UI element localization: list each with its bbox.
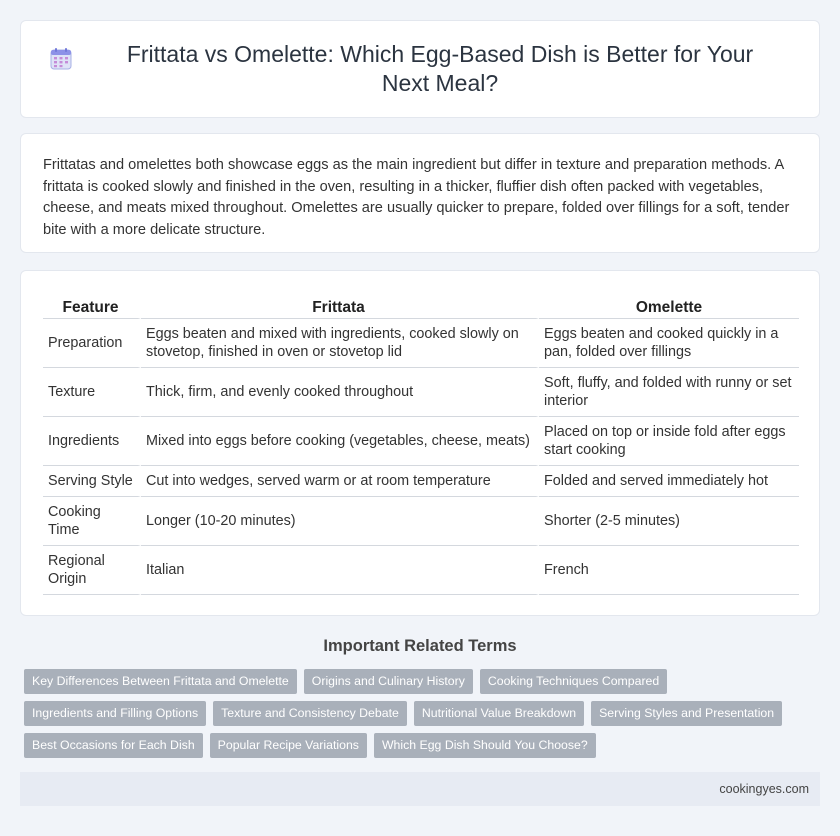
comparison-table-card [20, 270, 820, 616]
related-terms-title: Important Related Terms [323, 637, 517, 655]
omelette-cell: Placed on top or inside fold after eggs start cooking [539, 417, 799, 466]
omelette-cell: Eggs beaten and cooked quickly in a pan, folded over fillings [539, 319, 799, 368]
related-terms-tags [24, 669, 804, 765]
feature-cell: Ingredients [43, 417, 141, 466]
header-frittata: Frittata [141, 297, 539, 319]
frittata-cell: Longer (10-20 minutes) [141, 497, 539, 546]
comparison-table [43, 297, 799, 595]
tag-row [24, 669, 804, 694]
omelette-cell: Soft, fluffy, and folded with runny or set interior [539, 368, 799, 417]
table-row [43, 417, 799, 466]
title-row [21, 21, 819, 117]
header-card [20, 20, 820, 118]
header-feature: Feature [43, 297, 141, 319]
intro-card [20, 133, 820, 253]
frittata-cell: Thick, firm, and evenly cooked throughout [141, 368, 539, 417]
intro-paragraph: Frittatas and omelettes both showcase eggs as the main ingredient but differ in texture and preparation methods. A frittata is cooked slowly and finished in the oven, resulting in a thicker, fluffier dish often packed with vegetables, cheese, and meats mixed throughout. Omelettes are usually quicker to prepare, folded over fillings for a soft, tender bite with a more delicate structure. [43, 157, 790, 238]
omelette-cell: French [539, 546, 799, 595]
feature-cell: Serving Style [43, 466, 141, 497]
table-row [43, 497, 799, 546]
tag-which-dish[interactable]: Which Egg Dish Should You Choose? [374, 733, 596, 758]
tag-row [24, 733, 804, 758]
feature-cell: Regional Origin [43, 546, 141, 595]
tag-key-differences[interactable]: Key Differences Between Frittata and Omelette [24, 669, 297, 694]
page-title: Frittata vs Omelette: Which Egg-Based Dish is Better for Your Next Meal? [126, 41, 754, 96]
header-omelette: Omelette [539, 297, 799, 319]
omelette-cell: Shorter (2-5 minutes) [539, 497, 799, 546]
feature-cell: Cooking Time [43, 497, 141, 546]
tag-best-occasions[interactable]: Best Occasions for Each Dish [24, 733, 203, 758]
tag-origins[interactable]: Origins and Culinary History [304, 669, 473, 694]
feature-cell: Texture [43, 368, 141, 417]
table-row [43, 368, 799, 417]
frittata-cell: Cut into wedges, served warm or at room temperature [141, 466, 539, 497]
frittata-cell: Mixed into eggs before cooking (vegetables, cheese, meats) [141, 417, 539, 466]
table-row [43, 466, 799, 497]
footer-site[interactable]: cookingyes.com [719, 782, 809, 796]
feature-cell: Preparation [43, 319, 141, 368]
footer [20, 772, 820, 806]
tag-row [24, 701, 804, 726]
table-header-row [43, 297, 799, 319]
frittata-cell: Eggs beaten and mixed with ingredients, cooked slowly on stovetop, finished in oven or stovetop lid [141, 319, 539, 368]
tag-serving-styles[interactable]: Serving Styles and Presentation [591, 701, 782, 726]
table-row [43, 546, 799, 595]
tag-recipe-variations[interactable]: Popular Recipe Variations [210, 733, 367, 758]
tag-ingredients[interactable]: Ingredients and Filling Options [24, 701, 206, 726]
tag-cooking-techniques[interactable]: Cooking Techniques Compared [480, 669, 667, 694]
tag-nutrition[interactable]: Nutritional Value Breakdown [414, 701, 584, 726]
frittata-cell: Italian [141, 546, 539, 595]
tag-texture[interactable]: Texture and Consistency Debate [213, 701, 407, 726]
omelette-cell: Folded and served immediately hot [539, 466, 799, 497]
table-row [43, 319, 799, 368]
